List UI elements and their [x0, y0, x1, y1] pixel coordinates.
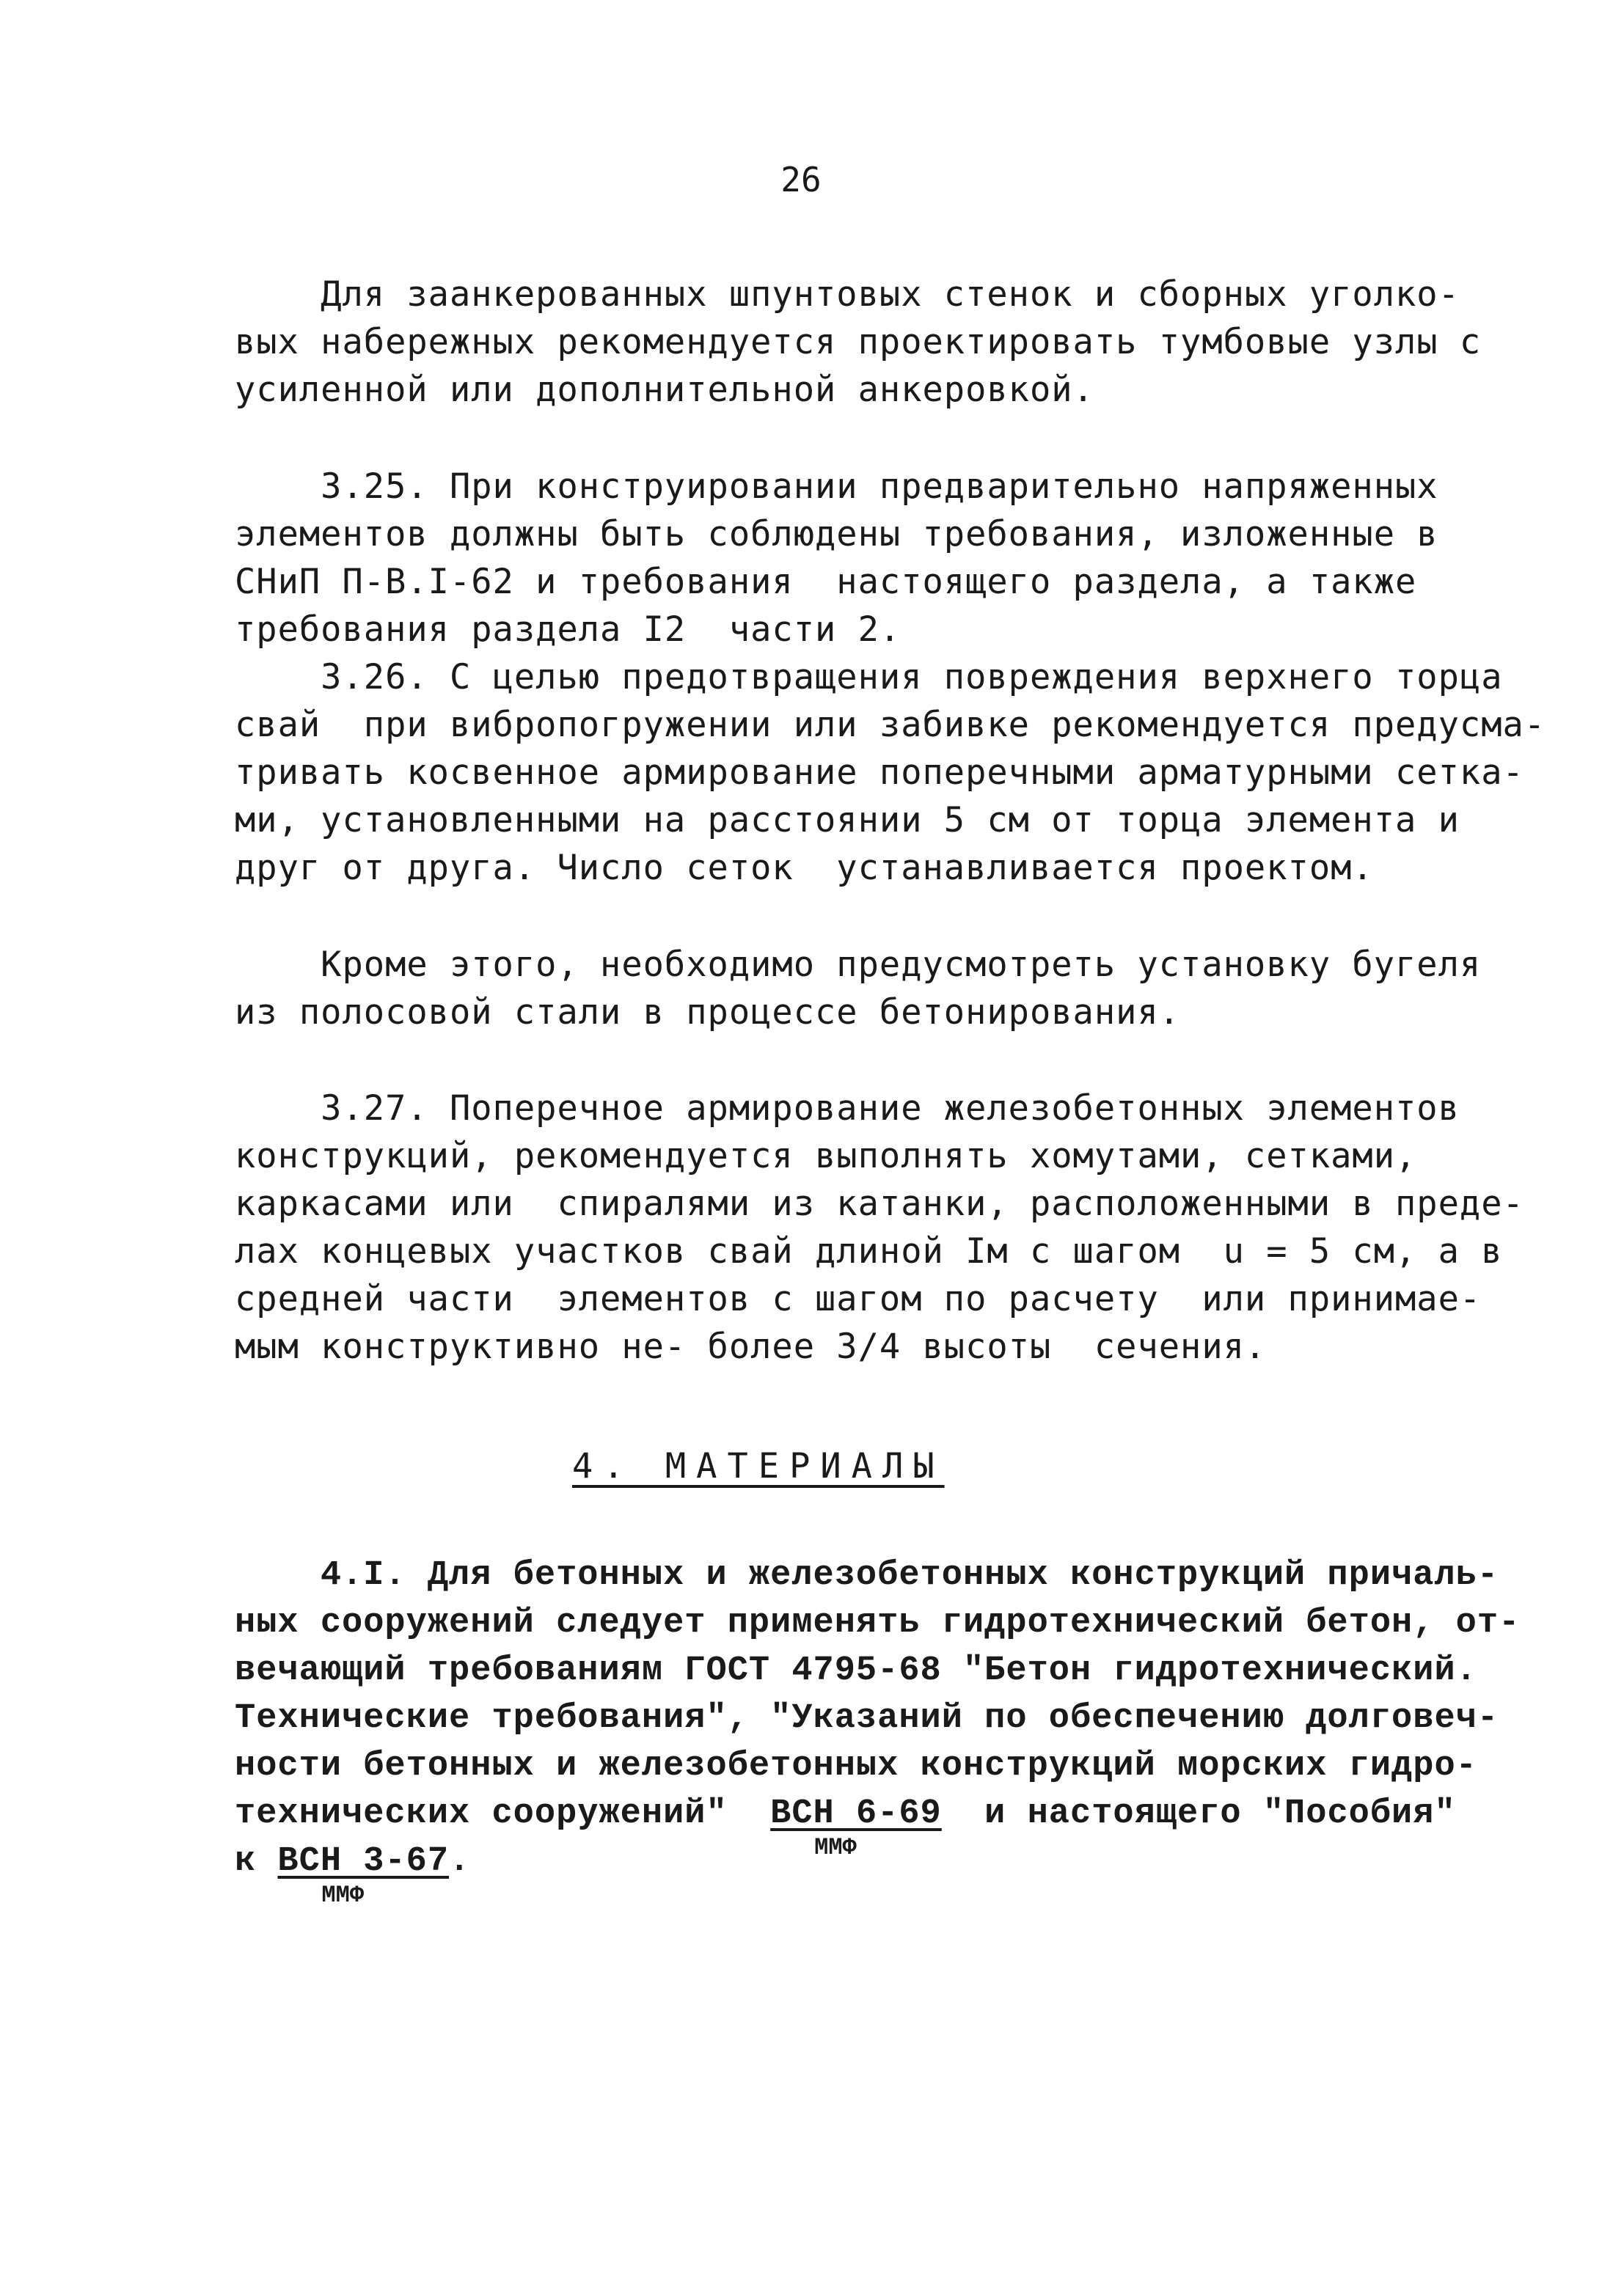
- text-line: средней части элементов с шагом по расчету или принимае-: [235, 1279, 1482, 1319]
- text-line: Технические требования", "Указаний по обеспечению долговеч-: [235, 1699, 1499, 1738]
- text-line: вых набережных рекомендуется проектировать тумбовые узлы с: [235, 322, 1482, 362]
- text-line: 3.25. При конструировании предварительно напряженных: [235, 466, 1438, 507]
- ref-denominator: ММФ: [814, 1834, 857, 1861]
- text-line: ных сооружений следует применять гидротехнический бетон, от-: [235, 1604, 1521, 1643]
- text-line: усиленной или дополнительной анкеровкой.: [235, 370, 1094, 410]
- text-line: 3.26. С целью предотвращения повреждения верхнего торца: [235, 657, 1503, 697]
- text-line: тривать косвенное армирование поперечными арматурными сетка-: [235, 752, 1524, 793]
- text-line: друг от друга. Число сеток устанавливается проектом.: [235, 848, 1374, 888]
- text-line: свай при вибропогружении или забивке рекомендуется предусма-: [235, 705, 1546, 745]
- ref-denominator: ММФ: [321, 1882, 365, 1909]
- text-segment: .: [449, 1842, 471, 1881]
- text-line-with-ref: [235, 1842, 471, 1909]
- page-number: 26: [780, 160, 822, 199]
- text-segment: и настоящего "Пособия": [941, 1794, 1456, 1833]
- ref-numerator: ВСН 6-69: [770, 1794, 942, 1833]
- text-segment: технических сооружений": [235, 1794, 771, 1833]
- text-segment: к: [235, 1842, 278, 1881]
- text-line-with-ref: [235, 1794, 1456, 1861]
- text-line: требования раздела I2 части 2.: [235, 609, 901, 650]
- text-line: 4.I. Для бетонных и железобетонных конструкций причаль-: [235, 1556, 1499, 1595]
- text-line: ми, установленными на расстоянии 5 см от торца элемента и: [235, 800, 1460, 840]
- text-line: 3.27. Поперечное армирование железобетонных элементов: [235, 1088, 1460, 1129]
- text-line: ности бетонных и железобетонных конструкций морских гидро-: [235, 1747, 1477, 1786]
- text-line: элементов должны быть соблюдены требования, изложенные в: [235, 514, 1438, 554]
- text-line: СНиП П-В.I-62 и требования настоящего раздела, а также: [235, 562, 1417, 602]
- text-line: Кроме этого, необходимо предусмотреть установку бугеля: [235, 945, 1482, 985]
- text-line: Для заанкерованных шпунтовых стенок и сборных уголко-: [235, 274, 1460, 315]
- text-line: конструкций, рекомендуется выполнять хомутами, сетками,: [235, 1136, 1417, 1176]
- text-line: мым конструктивно не- более 3/4 высоты сечения.: [235, 1327, 1267, 1367]
- ref-vsn-6-69: [770, 1794, 942, 1861]
- text-line: лах концевых участков свай длиной Iм с шагом u = 5 см, а в: [235, 1231, 1503, 1272]
- text-line: каркасами или спиралями из катанки, расположенными в преде-: [235, 1184, 1524, 1224]
- ref-numerator: ВСН 3-67: [277, 1842, 450, 1881]
- text-line: из полосовой стали в процессе бетонирования.: [235, 992, 1181, 1033]
- section-heading: 4. МАТЕРИАЛЫ: [572, 1446, 945, 1486]
- ref-vsn-3-67: [277, 1842, 450, 1909]
- text-line: вечающий требованиям ГОСТ 4795-68 "Бетон гидротехнический.: [235, 1651, 1477, 1690]
